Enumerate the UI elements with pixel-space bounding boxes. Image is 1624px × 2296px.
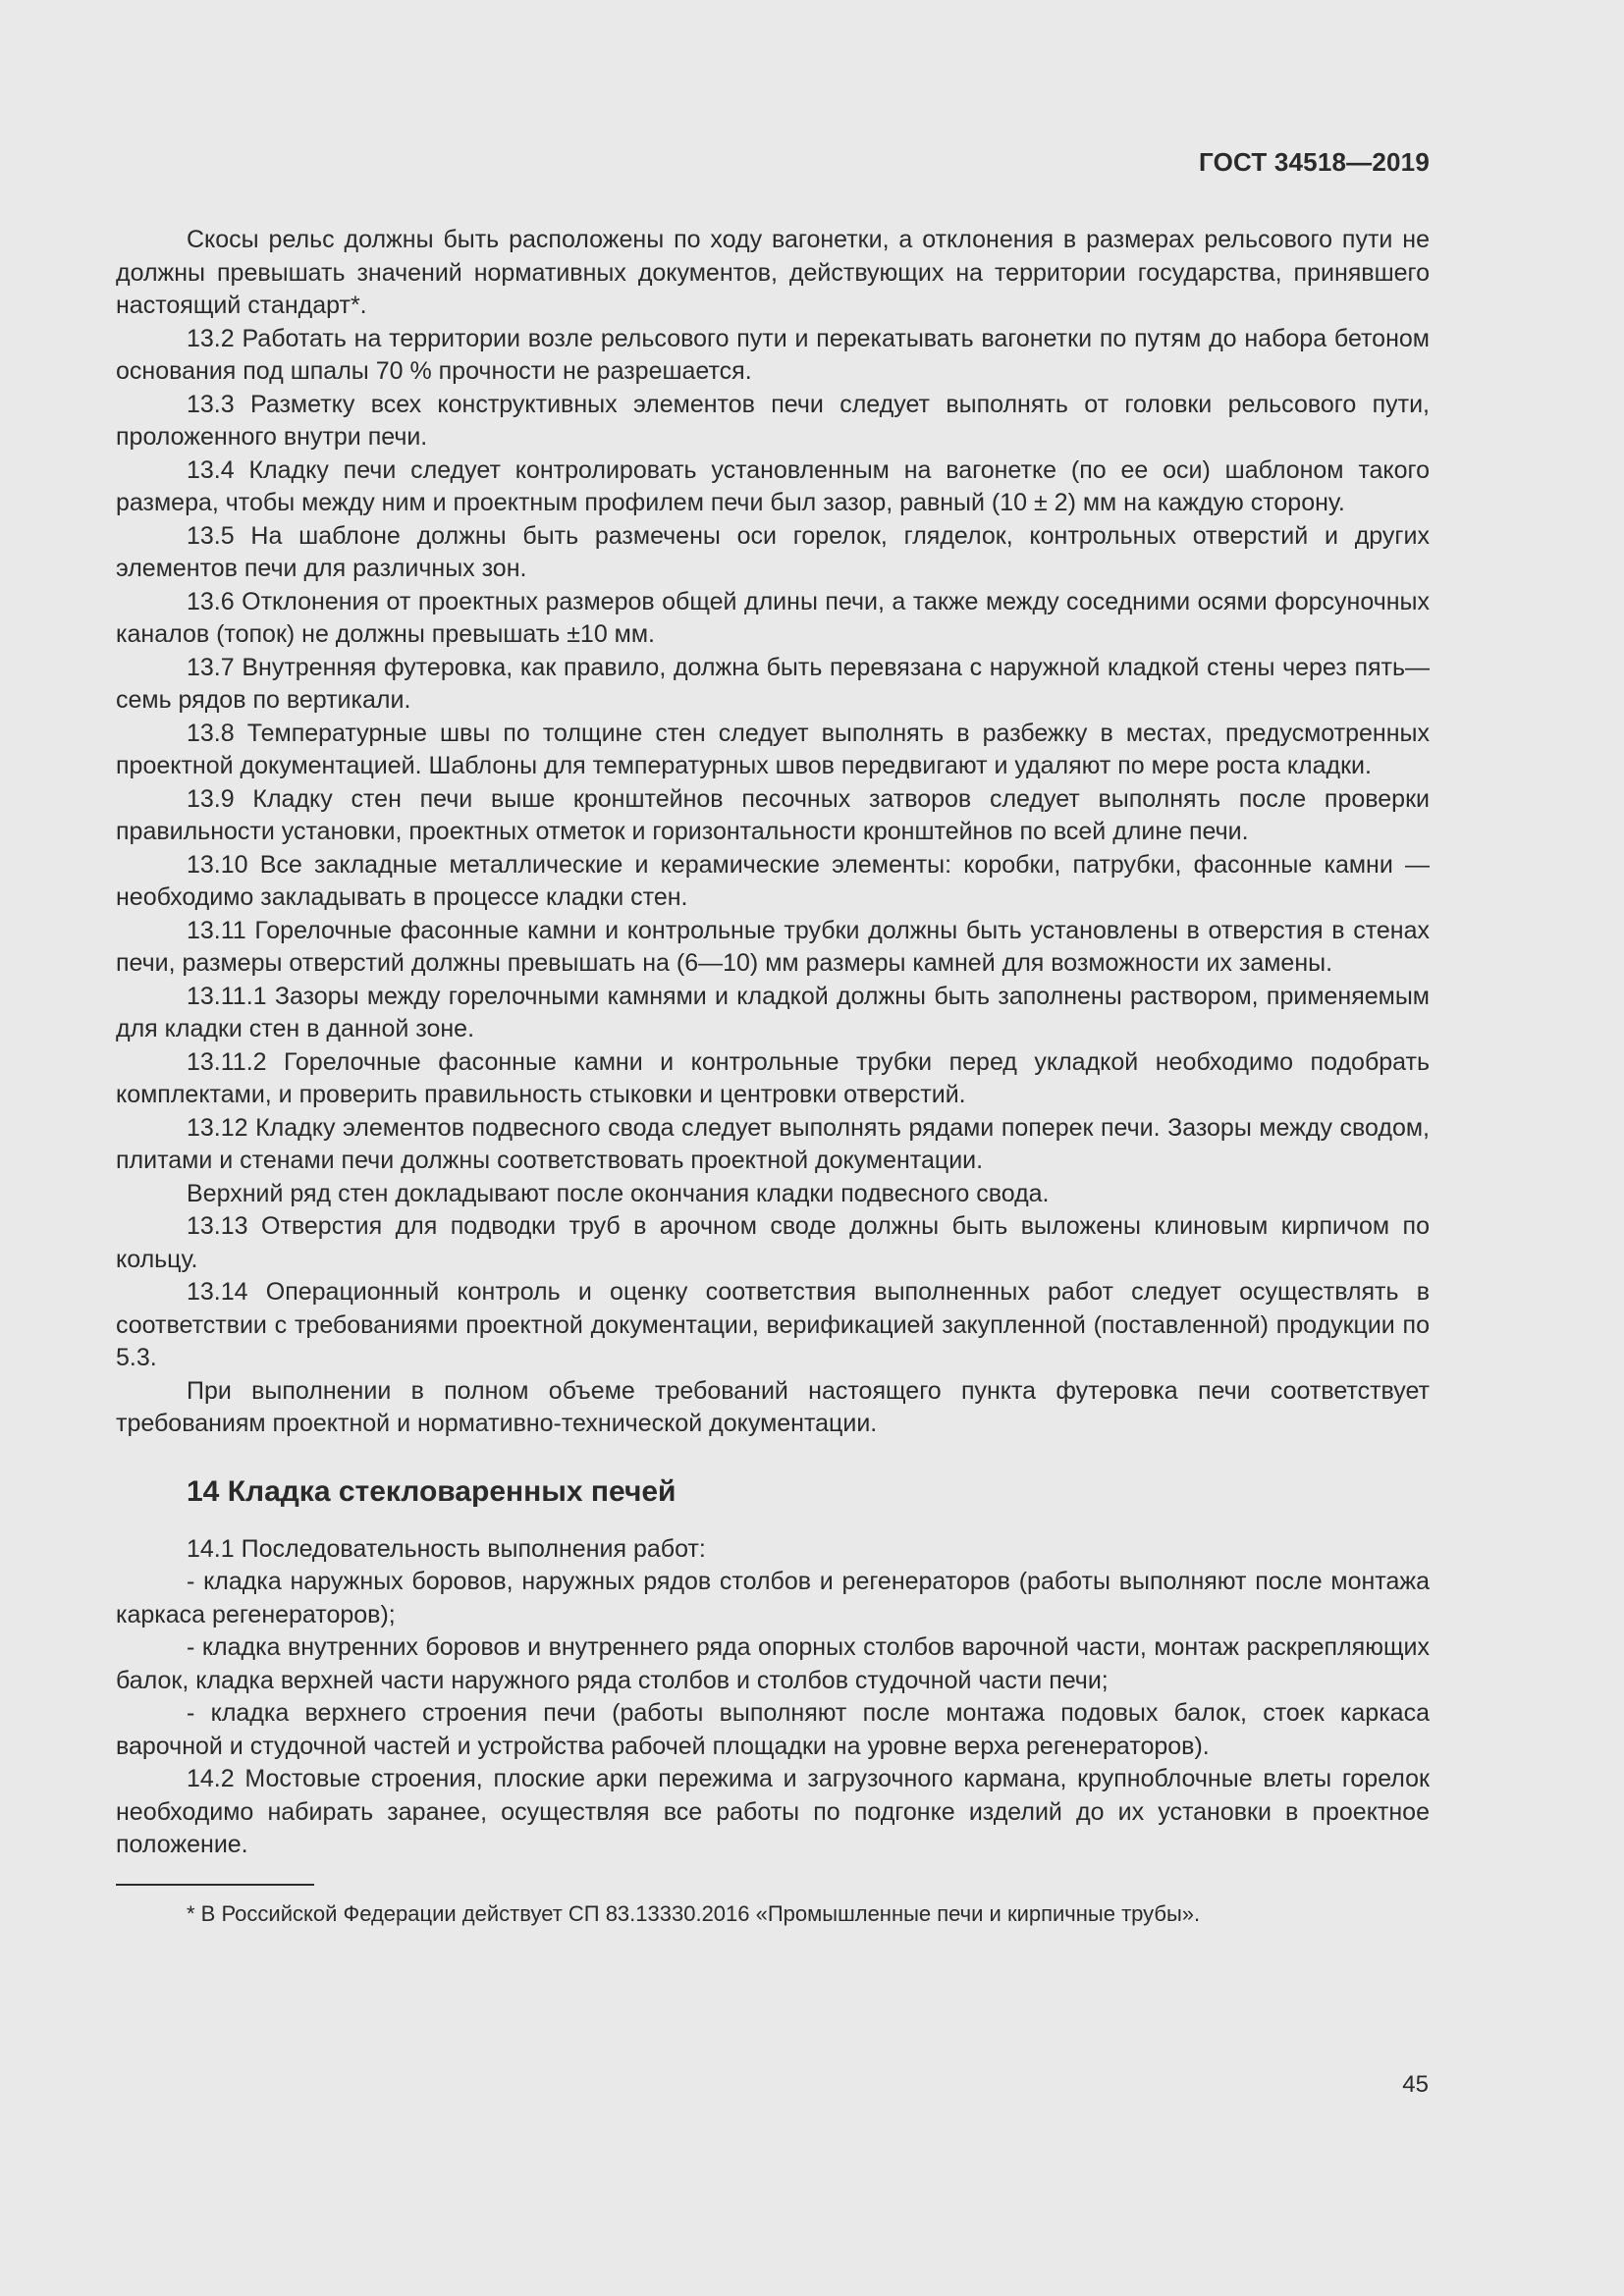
paragraph-13-14: 13.14 Операционный контроль и оценку соответствия выполненных работ следует осуществлять в соответствии с требованиями проектной документации, верификацией закупленной (поставленной) продукции по 5.3.	[116, 1278, 1430, 1371]
paragraph-upper-row: Верхний ряд стен докладывают после окончания кладки подвесного свода.	[187, 1179, 1050, 1207]
list-item-upper-structure: - кладка верхнего строения печи (работы выполняют после монтажа подовых балок, стоек каркаса варочной и студочной частей и устройства рабочей площадки на уровне верха регенераторов).	[116, 1699, 1430, 1760]
paragraph-14-1: 14.1 Последовательность выполнения работ:	[187, 1534, 706, 1563]
page-body	[116, 224, 1430, 1929]
page-number: 45	[1402, 2071, 1429, 2098]
paragraph-13-11-2: 13.11.2 Горелочные фасонные камни и контрольные трубки перед укладкой необходимо подобрать комплектами, и проверить правильность стыковки и центровки отверстий.	[116, 1047, 1430, 1108]
paragraph-13-11: 13.11 Горелочные фасонные камни и контрольные трубки должны быть установлены в отверстия в стенах печи, размеры отверстий должны превышать на (6—10) мм размеры камней для возможности их замены.	[116, 916, 1430, 977]
paragraph-rails: Скосы рельс должны быть расположены по ходу вагонетки, а отклонения в размерах рельсового пути не должны превышать значений нормативных документов, действующих на территории государства, принявшего настоящий стандарт*.	[116, 226, 1430, 319]
paragraph-13-10: 13.10 Все закладные металлические и керамические элементы: коробки, патрубки, фасонные камни — необходимо закладывать в процессе кладки стен.	[116, 850, 1430, 911]
list-item-outer-flues: - кладка наружных боровов, наружных рядов столбов и регенераторов (работы выполняют после монтажа каркаса регенераторов);	[116, 1568, 1430, 1629]
paragraph-13-11-1: 13.11.1 Зазоры между горелочными камнями и кладкой должны быть заполнены раствором, применяемым для кладки стен в данной зоне.	[116, 982, 1430, 1042]
list-item-inner-flues: - кладка внутренних боровов и внутреннего ряда опорных столбов варочной части, монтаж раскрепляющих балок, кладка верхней части наружного ряда столбов и столбов студочной части печи;	[116, 1633, 1430, 1694]
section-14-title: 14 Кладка стекловаренных печей	[187, 1474, 677, 1508]
paragraph-13-3: 13.3 Разметку всех конструктивных элементов печи следует выполнять от головки рельсового пути, проложенного внутри печи.	[116, 390, 1430, 451]
paragraph-13-6: 13.6 Отклонения от проектных размеров общей длины печи, а также между соседними осями форсуночных каналов (топок) не должны превышать ±10 мм.	[116, 587, 1430, 648]
paragraph-13-4: 13.4 Кладку печи следует контролировать установленным на вагонетке (по ее оси) шаблоном такого размера, чтобы между ним и проектным профилем печи был зазор, равный (10 ± 2) мм на каждую сторону.	[116, 455, 1430, 516]
paragraph-13-9: 13.9 Кладку стен печи выше кронштейнов песочных затворов следует выполнять после проверки правильности установки, проектных отметок и горизонтальности кронштейнов по всей длине печи.	[116, 784, 1430, 845]
paragraph-13-8: 13.8 Температурные швы по толщине стен следует выполнять в разбежку в местах, предусмотренных проектной документацией. Шаблоны для температурных швов передвигают и удаляют по мере роста кладки.	[116, 719, 1430, 779]
paragraph-13-13: 13.13 Отверстия для подводки труб в арочном своде должны быть выложены клиновым кирпичом по кольцу.	[116, 1212, 1430, 1273]
paragraph-14-2: 14.2 Мостовые строения, плоские арки пережима и загрузочного кармана, крупноблочные влеты горелок необходимо набирать заранее, осуществляя все работы по подгонке изделий до их установки в проектное положение.	[116, 1765, 1430, 1858]
footnote-divider	[116, 1884, 314, 1886]
paragraph-13-7: 13.7 Внутренняя футеровка, как правило, должна быть перевязана с наружной кладкой стены через пять—семь рядов по вертикали.	[116, 653, 1430, 714]
standard-header: ГОСТ 34518—2019	[1199, 147, 1430, 177]
paragraph-13-12: 13.12 Кладку элементов подвесного свода следует выполнять рядами поперек печи. Зазоры между сводом, плитами и стенами печи должны соответствовать проектной документации.	[116, 1113, 1430, 1174]
paragraph-13-2: 13.2 Работать на территории возле рельсового пути и перекатывать вагонетки по путям до набора бетоном основания под шпалы 70 % прочности не разрешается.	[116, 324, 1430, 385]
paragraph-13-5: 13.5 На шаблоне должны быть размечены оси горелок, гляделок, контрольных отверстий и других элементов печи для различных зон.	[116, 521, 1430, 582]
paragraph-conclusion: При выполнении в полном объеме требований настоящего пункта футеровка печи соответствует требованиям проектной и нормативно-технической документации.	[116, 1376, 1430, 1437]
footnote: * В Российской Федерации действует СП 83.13330.2016 «Промышленные печи и кирпичные трубы».	[187, 1900, 1201, 1926]
